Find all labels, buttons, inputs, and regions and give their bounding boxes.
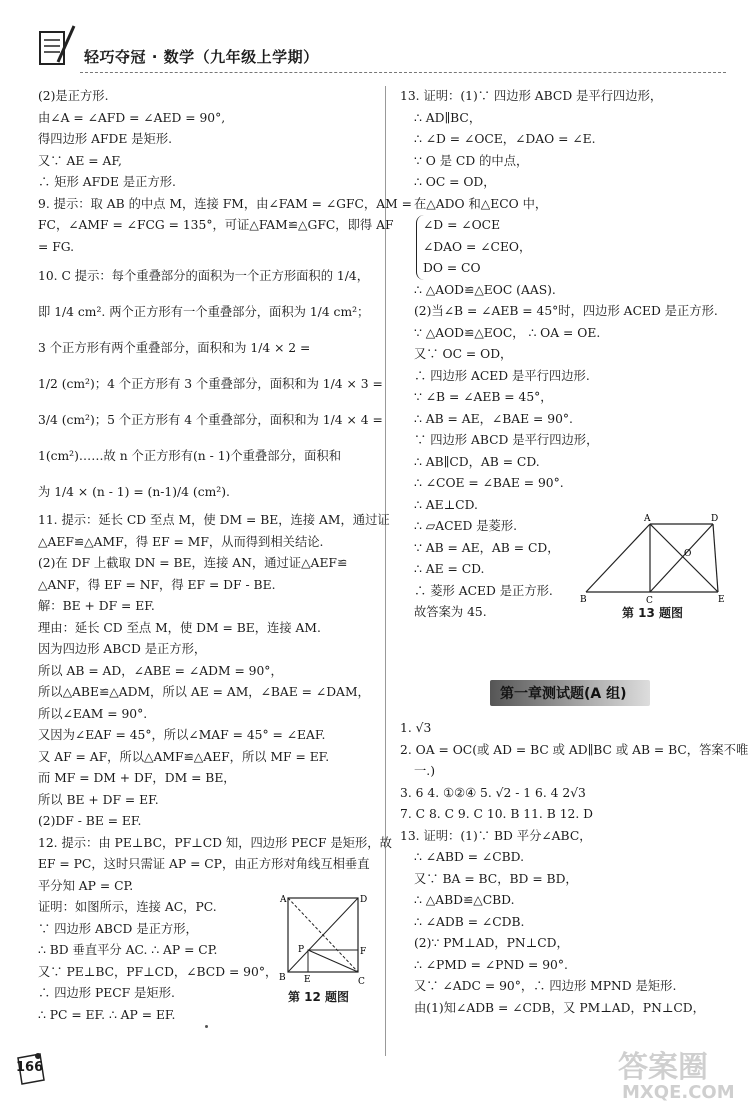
problem-9: 9. 提示：取 AB 的中点 M，连接 FM，由∠FAM = ∠GFC，AM =: [38, 196, 412, 211]
text-line: ∵ ∠B = ∠AEB = 45°，: [414, 390, 553, 404]
watermark-line2: MXQE.COM: [622, 1082, 735, 1103]
text-line: 而 MF = DM + DF，DM = BE，: [38, 771, 236, 785]
text-line: ∴ BD 垂直平分 AC. ∴ AP = CP.: [38, 943, 218, 957]
text-line: ∴ OC = OD，: [414, 175, 496, 189]
text-line: (2)∵ PM⊥AD，PN⊥CD，: [414, 936, 569, 950]
label-D: D: [711, 514, 719, 524]
text-line: (2)是正方形.: [38, 89, 109, 103]
text-line: △AEF≌△AMF，得 EF = MF，从而得到相关结论.: [38, 534, 324, 549]
figure-12-square-diagram: [278, 892, 368, 987]
text-line: 1(cm²)……故 n 个正方形有(n - 1)个重叠部分，面积和: [38, 449, 341, 463]
answers-column: [400, 718, 749, 1019]
book-title: 轻巧夺冠 · 数学（九年级上学期）: [84, 48, 319, 66]
watermark: [610, 1040, 745, 1110]
text-line: ∵ 四边形 ABCD 是正方形，: [38, 921, 198, 936]
text-line: 所以 AB = AD，∠ABE = ∠ADM = 90°，: [38, 663, 283, 678]
section-title: 第一章测试题(A 组): [500, 686, 627, 702]
text-line: ∴ 菱形 ACED 是正方形.: [414, 583, 553, 598]
text-line: ∴ △AOD≌△EOC (AAS).: [414, 282, 556, 297]
label-E: E: [718, 595, 725, 604]
book-pen-logo-icon: [36, 22, 76, 70]
text-line: ∵ AB = AE，AB = CD，: [414, 540, 560, 555]
condition-brace: [416, 215, 725, 280]
text-line: ∴ AB∥CD，AB = CD.: [414, 454, 540, 469]
label-D: D: [360, 895, 368, 905]
text-line: ∵ 四边形 ABCD 是平行四边形，: [414, 433, 599, 447]
page-header: [36, 22, 726, 74]
text-line: 理由：延长 CD 至点 M，使 DM = BE，连接 AM.: [38, 620, 321, 635]
text-line: ∠DAO = ∠CEO，: [423, 239, 532, 254]
text-line: ∴ ▱ACED 是菱形.: [414, 519, 518, 533]
text-line: ∴ 四边形 ACED 是平行四边形.: [414, 368, 590, 383]
text-line: 解：BE + DF = EF.: [38, 599, 155, 613]
figure-12-caption: 第 12 题图: [288, 990, 350, 1004]
label-C: C: [358, 977, 365, 987]
answers-3-6: 3. 6 4. ①②④ 5. √2 - 1 6. 4 2√3: [400, 785, 586, 800]
text-line: 所以△ABE≌△ADM，所以 AE = AM，∠BAE = ∠DAM，: [38, 685, 370, 699]
answers-7-12: 7. C 8. C 9. C 10. B 11. B 12. D: [400, 807, 594, 821]
left-column: [38, 86, 412, 1026]
text-line: ∴ ∠PMD = ∠PND = 90°.: [414, 957, 568, 972]
text-line: 又∵ OC = OD，: [414, 347, 513, 361]
header-rule: [80, 72, 726, 73]
text-line: 又因为∠EAF = 45°，所以∠MAF = 45° = ∠EAF.: [38, 728, 326, 742]
text-line: 为 1/4 × (n - 1) = (n-1)/4 (cm²).: [38, 485, 230, 499]
text-line: 又 AF = AF，所以△AMF≌△AEF，所以 MF = EF.: [38, 749, 330, 764]
problem-11: 11. 提示：延长 CD 至点 M，使 DM = BE，连接 AM，通过证: [38, 513, 390, 527]
label-P: P: [298, 945, 305, 955]
text-line: EF = PC，这时只需证 AP = CP，由正方形对角线互相垂直: [38, 857, 370, 871]
text-line: ∴ AE = CD.: [414, 562, 485, 576]
text-line: 证明：如图所示，连接 AC，PC.: [38, 900, 217, 914]
text-line: 由(1)知∠ADB = ∠CDB，又 PM⊥AD，PN⊥CD，: [414, 1000, 705, 1015]
problem-13: 13. 证明：(1)∵ 四边形 ABCD 是平行四边形，: [400, 89, 663, 103]
text-line: ∴ AE⊥CD.: [414, 497, 478, 512]
label-A: A: [644, 514, 651, 524]
answer-13: 13. 证明：(1)∵ BD 平分∠ABC，: [400, 828, 592, 843]
text-line: △ANF，得 EF = NF，得 EF = DF - BE.: [38, 577, 276, 592]
text-line: 一.): [414, 764, 436, 778]
text-line: 又∵ BA = BC，BD = BD，: [414, 871, 578, 886]
label-B: B: [279, 973, 286, 983]
text-line: DO = CO: [423, 261, 481, 275]
text-line: ∵ △AOD≌△EOC， ∴ OA = OE.: [414, 325, 601, 340]
text-line: 因为四边形 ABCD 是正方形，: [38, 642, 207, 656]
text-line: ∴ PC = EF. ∴ AP = EF.: [38, 1007, 176, 1022]
text-line: (2)DF - BE = EF.: [38, 814, 142, 828]
text-line: 又∵ PE⊥BC，PF⊥CD，∠BCD = 90°，: [38, 964, 278, 979]
label-C: C: [646, 596, 653, 604]
text-line: 在△ADO 和△ECO 中，: [414, 196, 548, 211]
figure-13-parallelogram-diagram: [578, 512, 728, 604]
text-line: FC，∠AMF = ∠FCG = 135°，可证△FAM≌△GFC，即得 AF: [38, 218, 394, 232]
label-E: E: [304, 975, 311, 985]
text-line: 故答案为 45.: [414, 605, 487, 619]
text-line: ∴ ∠ADB = ∠CDB.: [414, 914, 525, 929]
text-line: ∵ O 是 CD 的中点，: [414, 153, 529, 168]
text-line: 得四边形 AFDE 是矩形.: [38, 132, 173, 146]
text-line: 由∠A = ∠AFD = ∠AED = 90°,: [38, 110, 226, 125]
stray-dot: [205, 1025, 208, 1028]
text-line: 平分知 AP = CP.: [38, 878, 134, 893]
text-line: (2)在 DF 上截取 DN = BE，连接 AN，通过证△AEF≌: [38, 556, 348, 570]
text-line: (2)当∠B = ∠AEB = 45°时，四边形 ACED 是正方形.: [414, 304, 718, 318]
text-line: ∴ AB = AE，∠BAE = 90°.: [414, 411, 573, 426]
text-line: ∴ 矩形 AFDE 是正方形.: [38, 175, 176, 189]
problem-12: 12. 提示：由 PE⊥BC，PF⊥CD 知，四边形 PECF 是矩形，故: [38, 835, 392, 850]
problem-10: 10. C 提示：每个重叠部分的面积为一个正方形面积的 1/4，: [38, 269, 370, 283]
text-line: 又∵ ∠ADC = 90°，∴ 四边形 MPND 是矩形.: [414, 979, 677, 993]
text-line: 所以∠EAM = 90°.: [38, 706, 148, 721]
answer-2: 2. OA = OC(或 AD = BC 或 AD∥BC 或 AB = BC，答案不唯: [400, 742, 749, 757]
label-F: F: [360, 947, 367, 957]
section-banner: [490, 680, 650, 706]
text-line: ∴ 四边形 PECF 是矩形.: [38, 986, 175, 1000]
text-line: 所以 BE + DF = EF.: [38, 792, 159, 807]
text-line: 1/2 (cm²)；4 个正方形有 3 个重叠部分，面积和为 1/4 × 3 =: [38, 377, 383, 391]
watermark-line1: 答案圈: [618, 1050, 708, 1085]
figure-13-caption: 第 13 题图: [622, 606, 684, 620]
text-line: ∴ AD∥BC，: [414, 110, 482, 125]
answer-1: 1. √3: [400, 721, 432, 735]
text-line: ∴ ∠D = ∠OCE，∠DAO = ∠E.: [414, 132, 596, 146]
text-line: 又∵ AE = AF,: [38, 153, 122, 168]
page-number: 166: [16, 1060, 44, 1075]
text-line: ∠D = ∠OCE: [423, 218, 501, 232]
text-line: 即 1/4 cm². 两个正方形有一个重叠部分，面积为 1/4 cm²；: [38, 305, 370, 319]
text-line: ∴ ∠COE = ∠BAE = 90°.: [414, 476, 564, 490]
text-line: 3/4 (cm²)；5 个正方形有 4 个重叠部分，面积和为 1/4 × 4 =: [38, 413, 383, 427]
label-B: B: [580, 595, 587, 604]
page-number-badge: [14, 1050, 48, 1086]
label-A: A: [280, 895, 287, 905]
text-line: ∴ ∠ABD = ∠CBD.: [414, 850, 525, 864]
text-line: = FG.: [38, 239, 75, 254]
text-line: 3 个正方形有两个重叠部分，面积和为 1/4 × 2 =: [38, 341, 311, 355]
label-O: O: [684, 549, 692, 559]
text-line: ∴ △ABD≌△CBD.: [414, 893, 515, 907]
